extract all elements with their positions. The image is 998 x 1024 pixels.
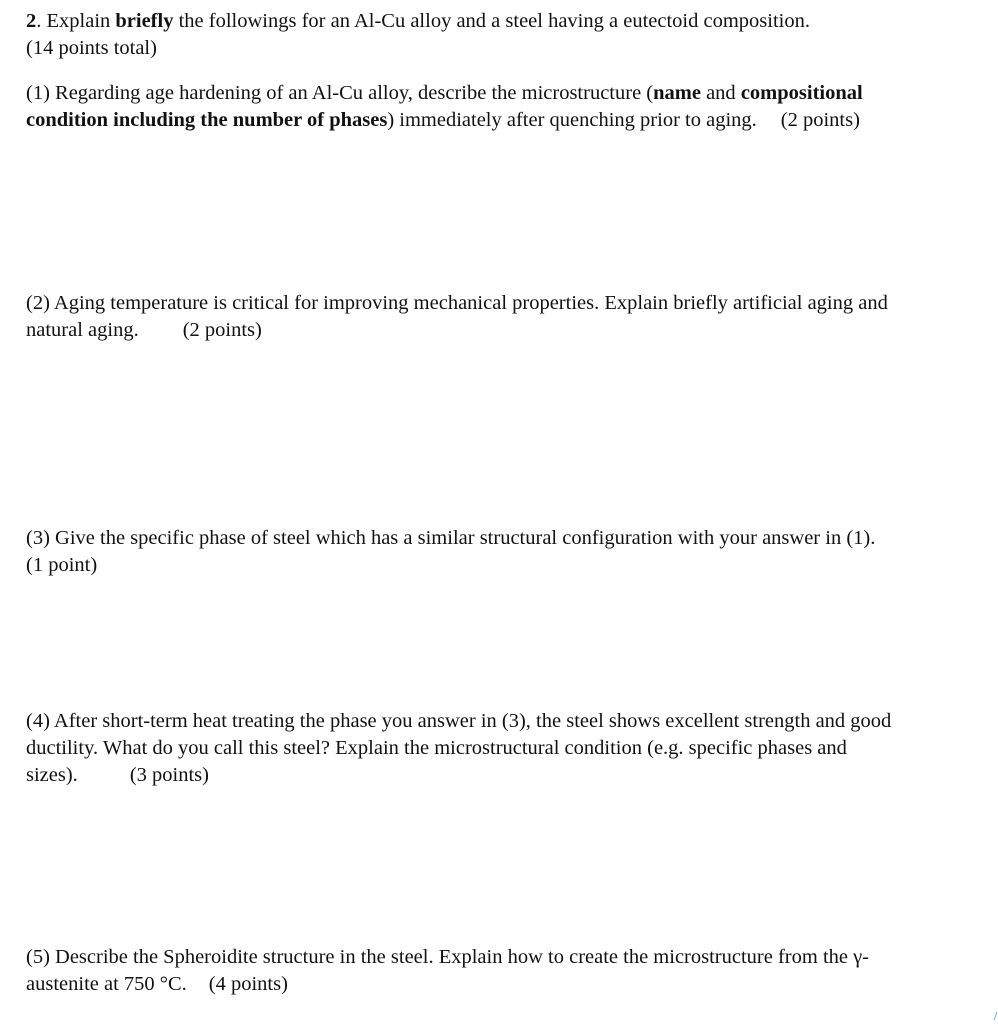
- part-3-line-1: (3) Give the specific phase of steel which has a similar structural configuration with your answer in (1).: [26, 527, 876, 549]
- part-5: [26, 944, 992, 998]
- part-4-points: (3 points): [129, 764, 209, 786]
- part-2: [26, 290, 992, 344]
- part-2-line-1: (2) Aging temperature is critical for improving mechanical properties. Explain briefly artificial aging and: [26, 292, 888, 314]
- part-5-points: (4 points): [208, 973, 288, 995]
- part-1-line-2: condition including the number of phases) immediately after quenching prior to aging. (2 points): [26, 109, 860, 131]
- question-number: 2: [26, 10, 37, 32]
- question-header: [26, 8, 992, 62]
- part-5-line-2: austenite at 750 °C. (4 points): [26, 973, 288, 995]
- part-1-points: (2 points): [780, 109, 860, 131]
- part-3: [26, 525, 992, 579]
- part-2-line-2: natural aging. (2 points): [26, 319, 262, 341]
- part-4-line-3: sizes). (3 points): [26, 764, 209, 786]
- part-1: [26, 80, 992, 134]
- part-4-line-2: ductility. What do you call this steel? Explain the microstructural condition (e.g. specific phases and: [26, 737, 847, 759]
- part-5-line-1: (5) Describe the Spheroidite structure in the steel. Explain how to create the microstructure from the γ-: [26, 946, 870, 968]
- part-1-line-1: (1) Regarding age hardening of an Al-Cu alloy, describe the microstructure (name and compositional: [26, 82, 863, 104]
- part-3-points: (1 point): [26, 554, 98, 576]
- corner-mark: [989, 1012, 998, 1020]
- question-title: 2. Explain briefly the followings for an Al-Cu alloy and a steel having a eutectoid composition.: [26, 10, 810, 32]
- part-2-points: (2 points): [182, 319, 262, 341]
- part-4: [26, 708, 992, 789]
- question-total-points: (14 points total): [26, 37, 157, 59]
- part-4-line-1: (4) After short-term heat treating the phase you answer in (3), the steel shows excellent strength and good: [26, 710, 892, 732]
